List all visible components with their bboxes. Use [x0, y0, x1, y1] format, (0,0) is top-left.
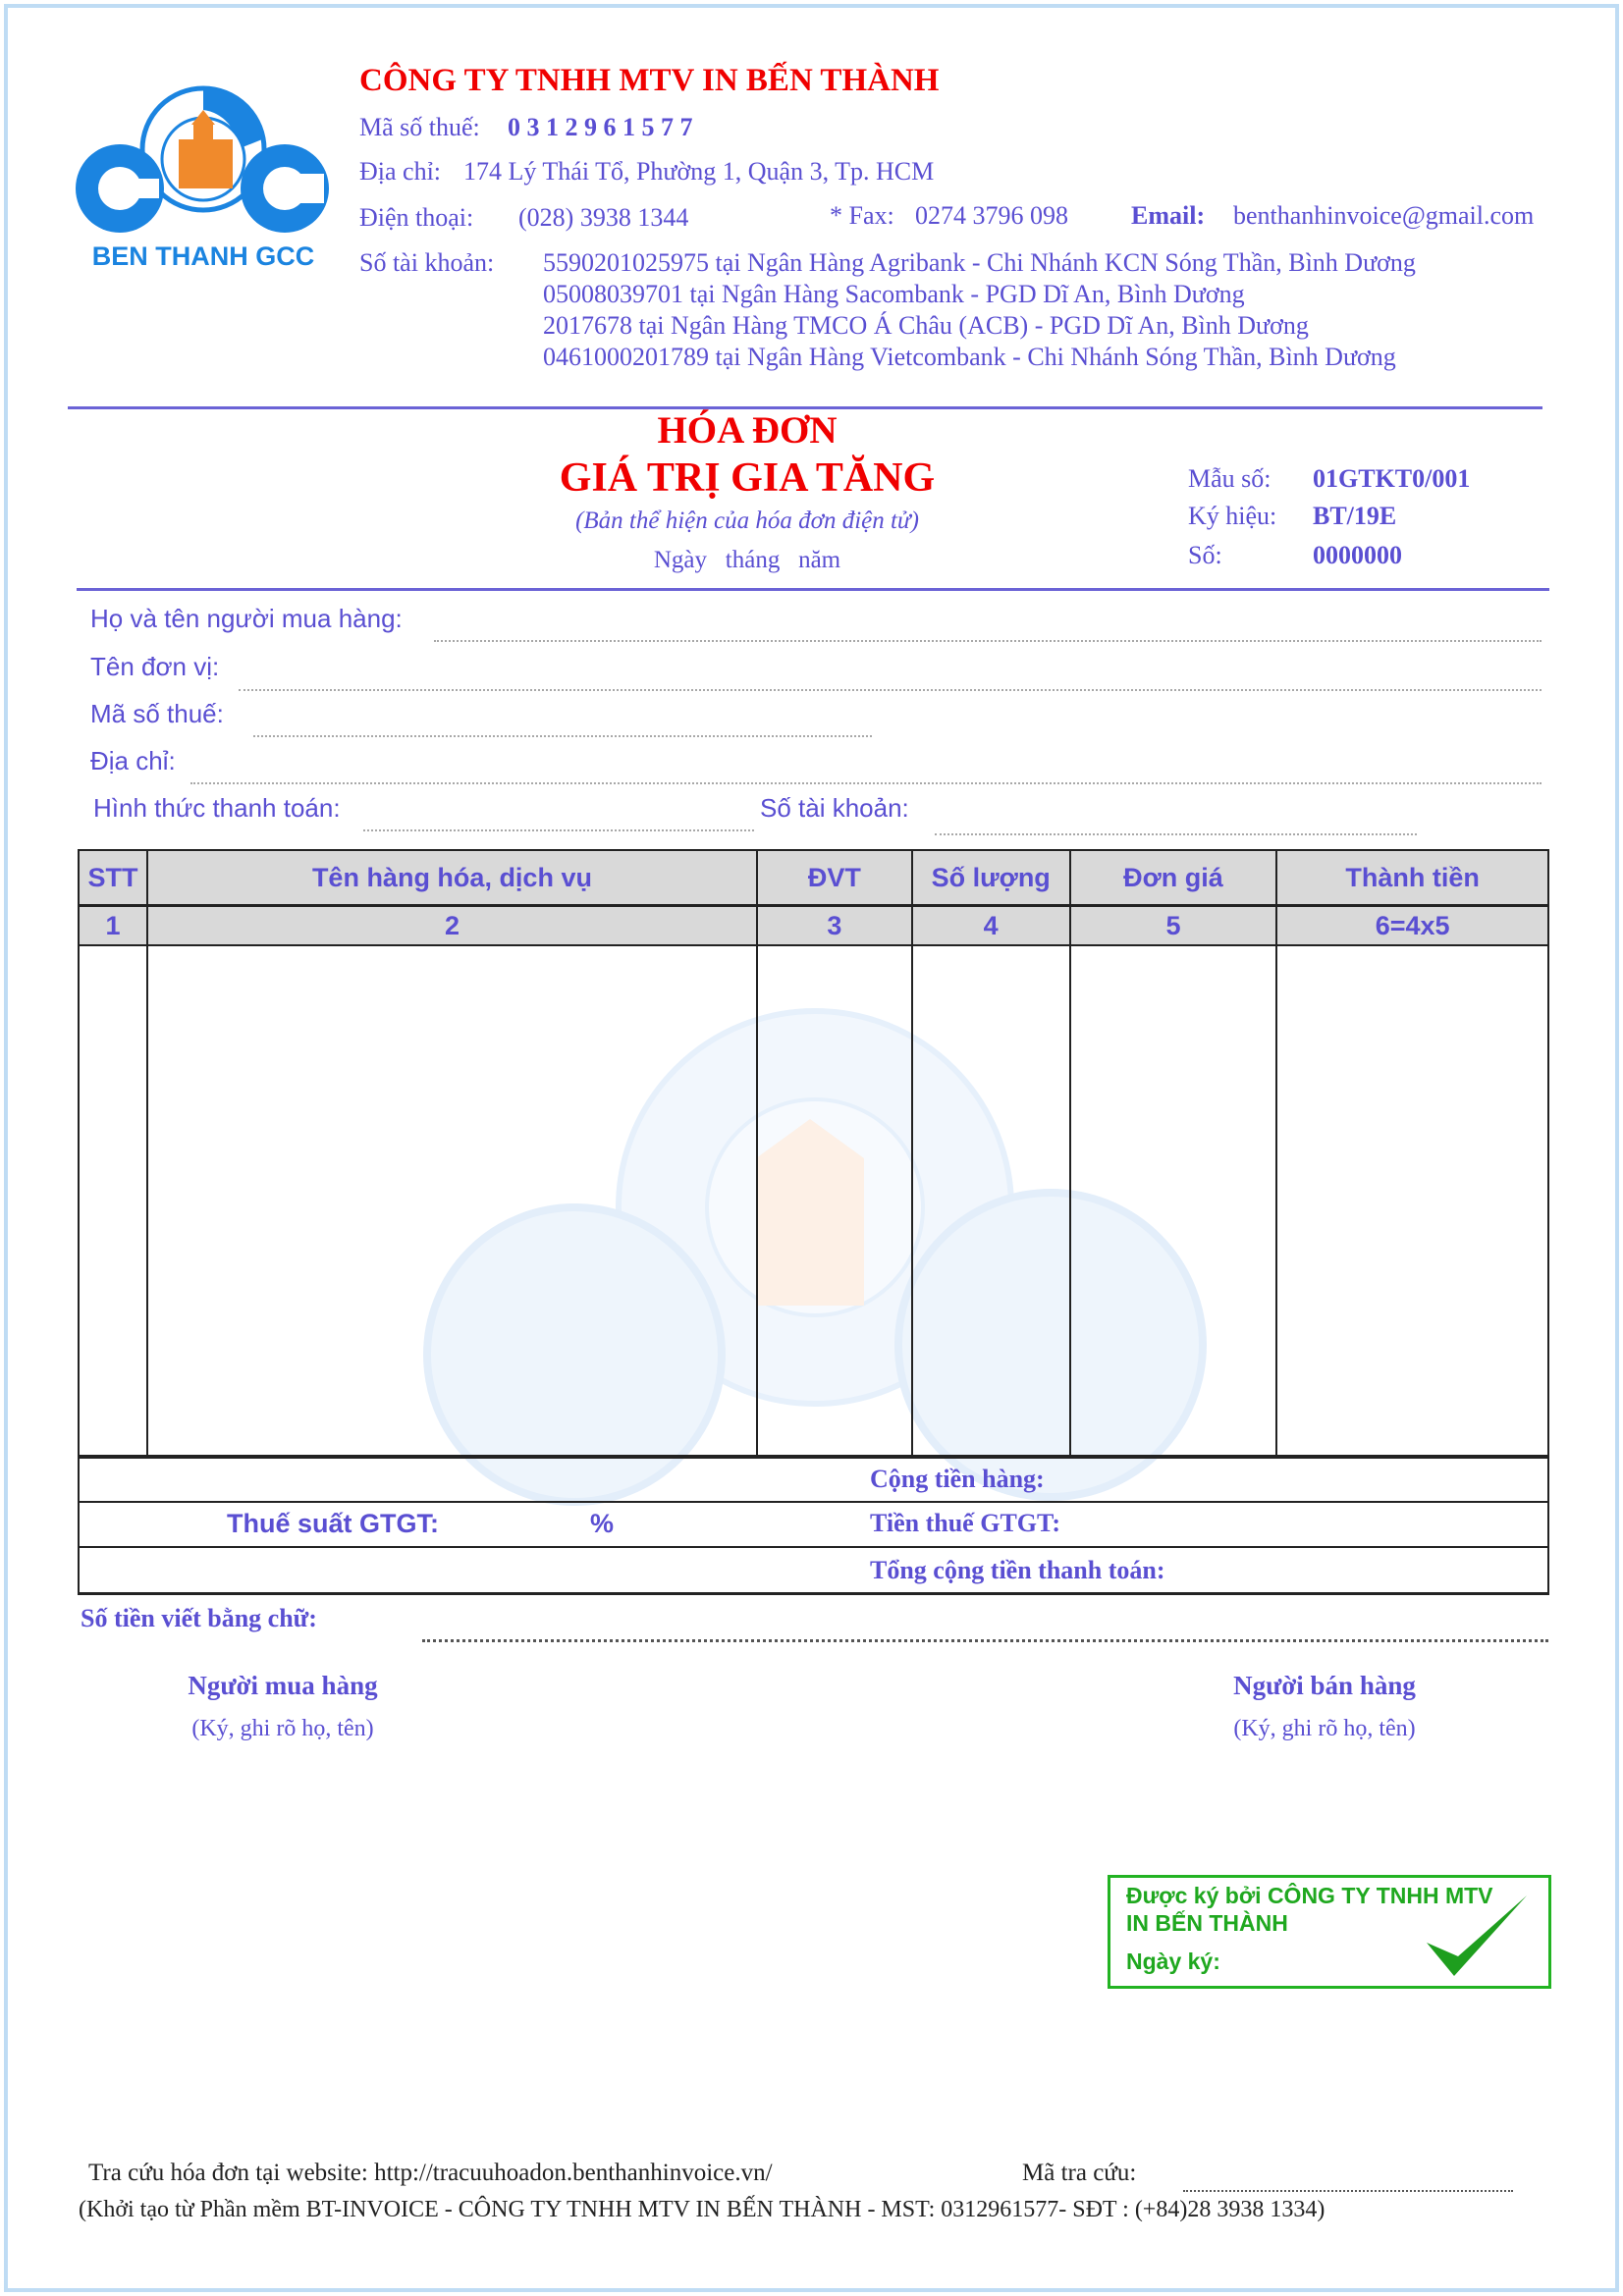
company-logo — [71, 80, 336, 277]
buyer-unit-label: Tên đơn vị: — [90, 652, 220, 681]
col-header: Số lượng — [912, 850, 1070, 906]
invoice-date: Ngày tháng năm — [653, 547, 841, 573]
email: benthanhinvoice@gmail.com — [1233, 201, 1535, 230]
subtotal-label: Cộng tiền hàng: — [870, 1465, 1045, 1493]
form-value: 01GTKT0/001 — [1313, 464, 1471, 493]
invoice-subtitle: GIÁ TRỊ GIA TĂNG — [559, 455, 936, 501]
table-header-row — [79, 850, 1548, 906]
bank-account: 2017678 tại Ngân Hàng TMCO Á Châu (ACB) - PGD Dĩ An, Bình Dương — [543, 311, 1309, 340]
buyer-name-field[interactable] — [434, 640, 1542, 642]
vat-amount-label: Tiền thuế GTGT: — [870, 1509, 1061, 1537]
number-value: 0000000 — [1313, 541, 1402, 569]
buyer-tax-field[interactable] — [253, 735, 872, 737]
tax-code: 0 3 1 2 9 6 1 5 7 7 — [508, 113, 693, 141]
company-name: CÔNG TY TNHH MTV IN BẾN THÀNH — [359, 63, 940, 98]
number-label: Số: — [1188, 541, 1222, 569]
total-label: Tổng cộng tiền thanh toán: — [870, 1556, 1165, 1584]
signed-by-line2: IN BẾN THÀNH — [1126, 1910, 1288, 1936]
col-number: 6=4x5 — [1276, 906, 1548, 946]
table-cell — [79, 945, 147, 1456]
amount-words-field[interactable] — [422, 1639, 1548, 1642]
vat-row — [78, 1501, 1549, 1548]
payment-method-label: Hình thức thanh toán: — [93, 793, 341, 823]
col-number: 5 — [1070, 906, 1277, 946]
phone: (028) 3938 1344 — [518, 203, 689, 232]
sign-date-label: Ngày ký: — [1126, 1949, 1220, 1974]
signed-by-line1: Được ký bởi CÔNG TY TNHH MTV — [1126, 1883, 1493, 1908]
table-row — [79, 945, 1548, 1456]
vat-rate-label: Thuế suất GTGT: — [227, 1509, 439, 1538]
seller-signature-title: Người bán hàng — [1233, 1671, 1416, 1700]
lookup-code-field[interactable] — [1183, 2190, 1513, 2192]
accounts-label: Số tài khoản: — [359, 248, 495, 277]
col-header: STT — [79, 850, 147, 906]
col-number: 1 — [79, 906, 147, 946]
invoice-title: HÓA ĐƠN — [657, 409, 838, 452]
buyer-tax-label: Mã số thuế: — [90, 699, 224, 728]
table-number-row — [79, 906, 1548, 946]
col-header: Tên hàng hóa, dịch vụ — [147, 850, 757, 906]
symbol-value: BT/19E — [1313, 502, 1397, 530]
buyer-signature-note: (Ký, ghi rõ họ, tên) — [191, 1716, 374, 1741]
vat-rate-unit: % — [590, 1509, 615, 1538]
logo-text: BEN THANH GCC — [91, 241, 315, 271]
col-number: 2 — [147, 906, 757, 946]
table-cell — [147, 945, 757, 1456]
col-header: Đơn giá — [1070, 850, 1277, 906]
email-label: Email: — [1131, 201, 1206, 230]
payment-method-field[interactable] — [363, 829, 754, 831]
form-label: Mẫu số: — [1188, 464, 1271, 493]
address-label: Địa chỉ: — [359, 157, 442, 186]
total-row — [78, 1546, 1549, 1595]
lookup-website: Tra cứu hóa đơn tại website: http://tracuuhoadon.benthanhinvoice.vn/ — [88, 2160, 773, 2186]
table-cell — [912, 945, 1070, 1456]
digital-signature-box — [1108, 1875, 1551, 1989]
buyer-name-label: Họ và tên người mua hàng: — [90, 604, 403, 633]
table-cell — [757, 945, 912, 1456]
buyer-account-field[interactable] — [935, 833, 1417, 835]
col-header: ĐVT — [757, 850, 912, 906]
col-header: Thành tiền — [1276, 850, 1548, 906]
buyer-address-label: Địa chỉ: — [90, 746, 176, 775]
bank-account: 5590201025975 tại Ngân Hàng Agribank - Chi Nhánh KCN Sóng Thần, Bình Dương — [543, 248, 1416, 277]
subtotal-row — [78, 1457, 1549, 1503]
divider — [77, 588, 1549, 591]
buyer-address-field[interactable] — [190, 782, 1542, 784]
checkmark-icon — [1425, 1892, 1533, 1980]
col-number: 4 — [912, 906, 1070, 946]
bank-account: 05008039701 tại Ngân Hàng Sacombank - PGD Dĩ An, Bình Dương — [543, 280, 1245, 308]
amount-words-label: Số tiền viết bằng chữ: — [81, 1604, 317, 1632]
bank-account: 0461000201789 tại Ngân Hàng Vietcombank - Chi Nhánh Sóng Thần, Bình Dương — [543, 343, 1396, 371]
fax-label: * Fax: — [830, 201, 894, 230]
lookup-code-label: Mã tra cứu: — [1022, 2160, 1137, 2186]
address: 174 Lý Thái Tổ, Phường 1, Quận 3, Tp. HCM — [463, 157, 935, 186]
col-number: 3 — [757, 906, 912, 946]
table-cell — [1276, 945, 1548, 1456]
electronic-note: (Bản thể hiện của hóa đơn điện tử) — [575, 507, 919, 534]
symbol-label: Ký hiệu: — [1188, 502, 1277, 530]
fax: 0274 3796 098 — [915, 201, 1068, 230]
phone-label: Điện thoại: — [359, 203, 474, 232]
table-cell — [1070, 945, 1277, 1456]
seller-signature-note: (Ký, ghi rõ họ, tên) — [1233, 1716, 1416, 1741]
items-table — [78, 849, 1549, 1457]
generated-by: (Khởi tạo từ Phần mềm BT-INVOICE - CÔNG TY TNHH MTV IN BẾN THÀNH - MST: 0312961577- SĐT : (+84)28 3938 1334) — [79, 2197, 1325, 2222]
buyer-account-label: Số tài khoản: — [760, 793, 909, 823]
buyer-unit-field[interactable] — [239, 689, 1542, 691]
buyer-signature-title: Người mua hàng — [188, 1671, 378, 1700]
tax-label: Mã số thuế: — [359, 113, 480, 141]
